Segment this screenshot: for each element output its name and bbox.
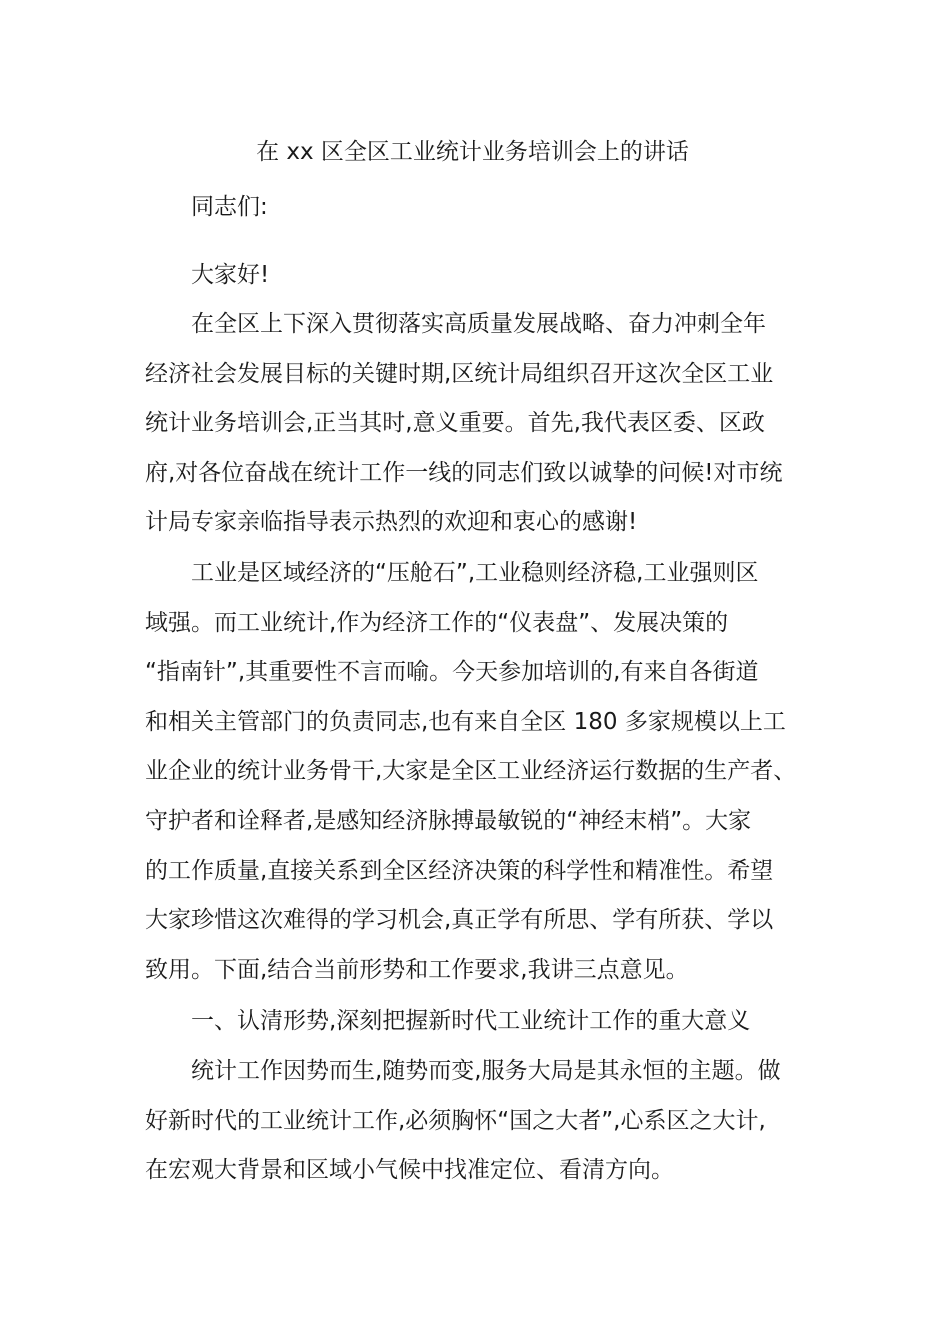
text-line: 业企业的统计业务骨干,大家是全区工业经济运行数据的生产者、 [145,758,797,785]
text-line: 大家好! [191,262,270,288]
text-line: 经济社会发展目标的关键时期,区统计局组织召开这次全区工业 [145,360,774,387]
paragraph-greeting [145,251,269,301]
text-line: 统计业务培训会,正当其时,意义重要。首先,我代表区委、区政 [145,410,765,437]
paragraph-importance [145,549,796,995]
text-line: 好新时代的工业统计工作,必须胸怀“国之大者”,心系区之大计, [145,1107,766,1134]
text-line: 在全区上下深入贯彻落实高质量发展战略、奋力冲刺全年 [191,311,766,337]
text-line: 工业是区域经济的“压舱石”,工业稳则经济稳,工业强则区 [191,560,759,586]
text-line: 计局专家亲临指导表示热烈的欢迎和衷心的感谢! [145,509,638,536]
text-line: 一、认清形势,深刻把握新时代工业统计工作的重大意义 [191,1008,751,1034]
text-line: 同志们: [191,194,268,220]
text-line: 和相关主管部门的负责同志,也有来自全区 180 多家规模以上工 [145,708,786,735]
document-title: 在 xx 区全区工业统计业务培训会上的讲话 [256,139,689,165]
text-line: 域强。而工业统计,作为经济工作的“仪表盘”、发展决策的 [145,609,729,636]
text-line: 守护者和诠释者,是感知经济脉搏最敏锐的“神经末梢”。大家 [145,807,752,834]
paragraph-intro [145,300,783,548]
text-line: 在宏观大背景和区域小气候中找准定位、看清方向。 [145,1157,674,1184]
paragraph-salutation [145,183,268,233]
text-line: 统计工作因势而生,随势而变,服务大局是其永恒的主题。做 [191,1058,781,1084]
section-1-heading [145,997,750,1047]
paragraph-section-1-body [145,1047,781,1196]
text-line: 的工作质量,直接关系到全区经济决策的科学性和精准性。希望 [145,857,774,884]
text-line: 致用。下面,结合当前形势和工作要求,我讲三点意见。 [145,956,689,983]
text-line: “指南针”,其重要性不言而喻。今天参加培训的,有来自各街道 [145,659,759,686]
text-line: 府,对各位奋战在统计工作一线的同志们致以诚挚的问候!对市统 [145,459,783,486]
text-line: 大家珍惜这次难得的学习机会,真正学有所思、学有所获、学以 [145,907,774,934]
